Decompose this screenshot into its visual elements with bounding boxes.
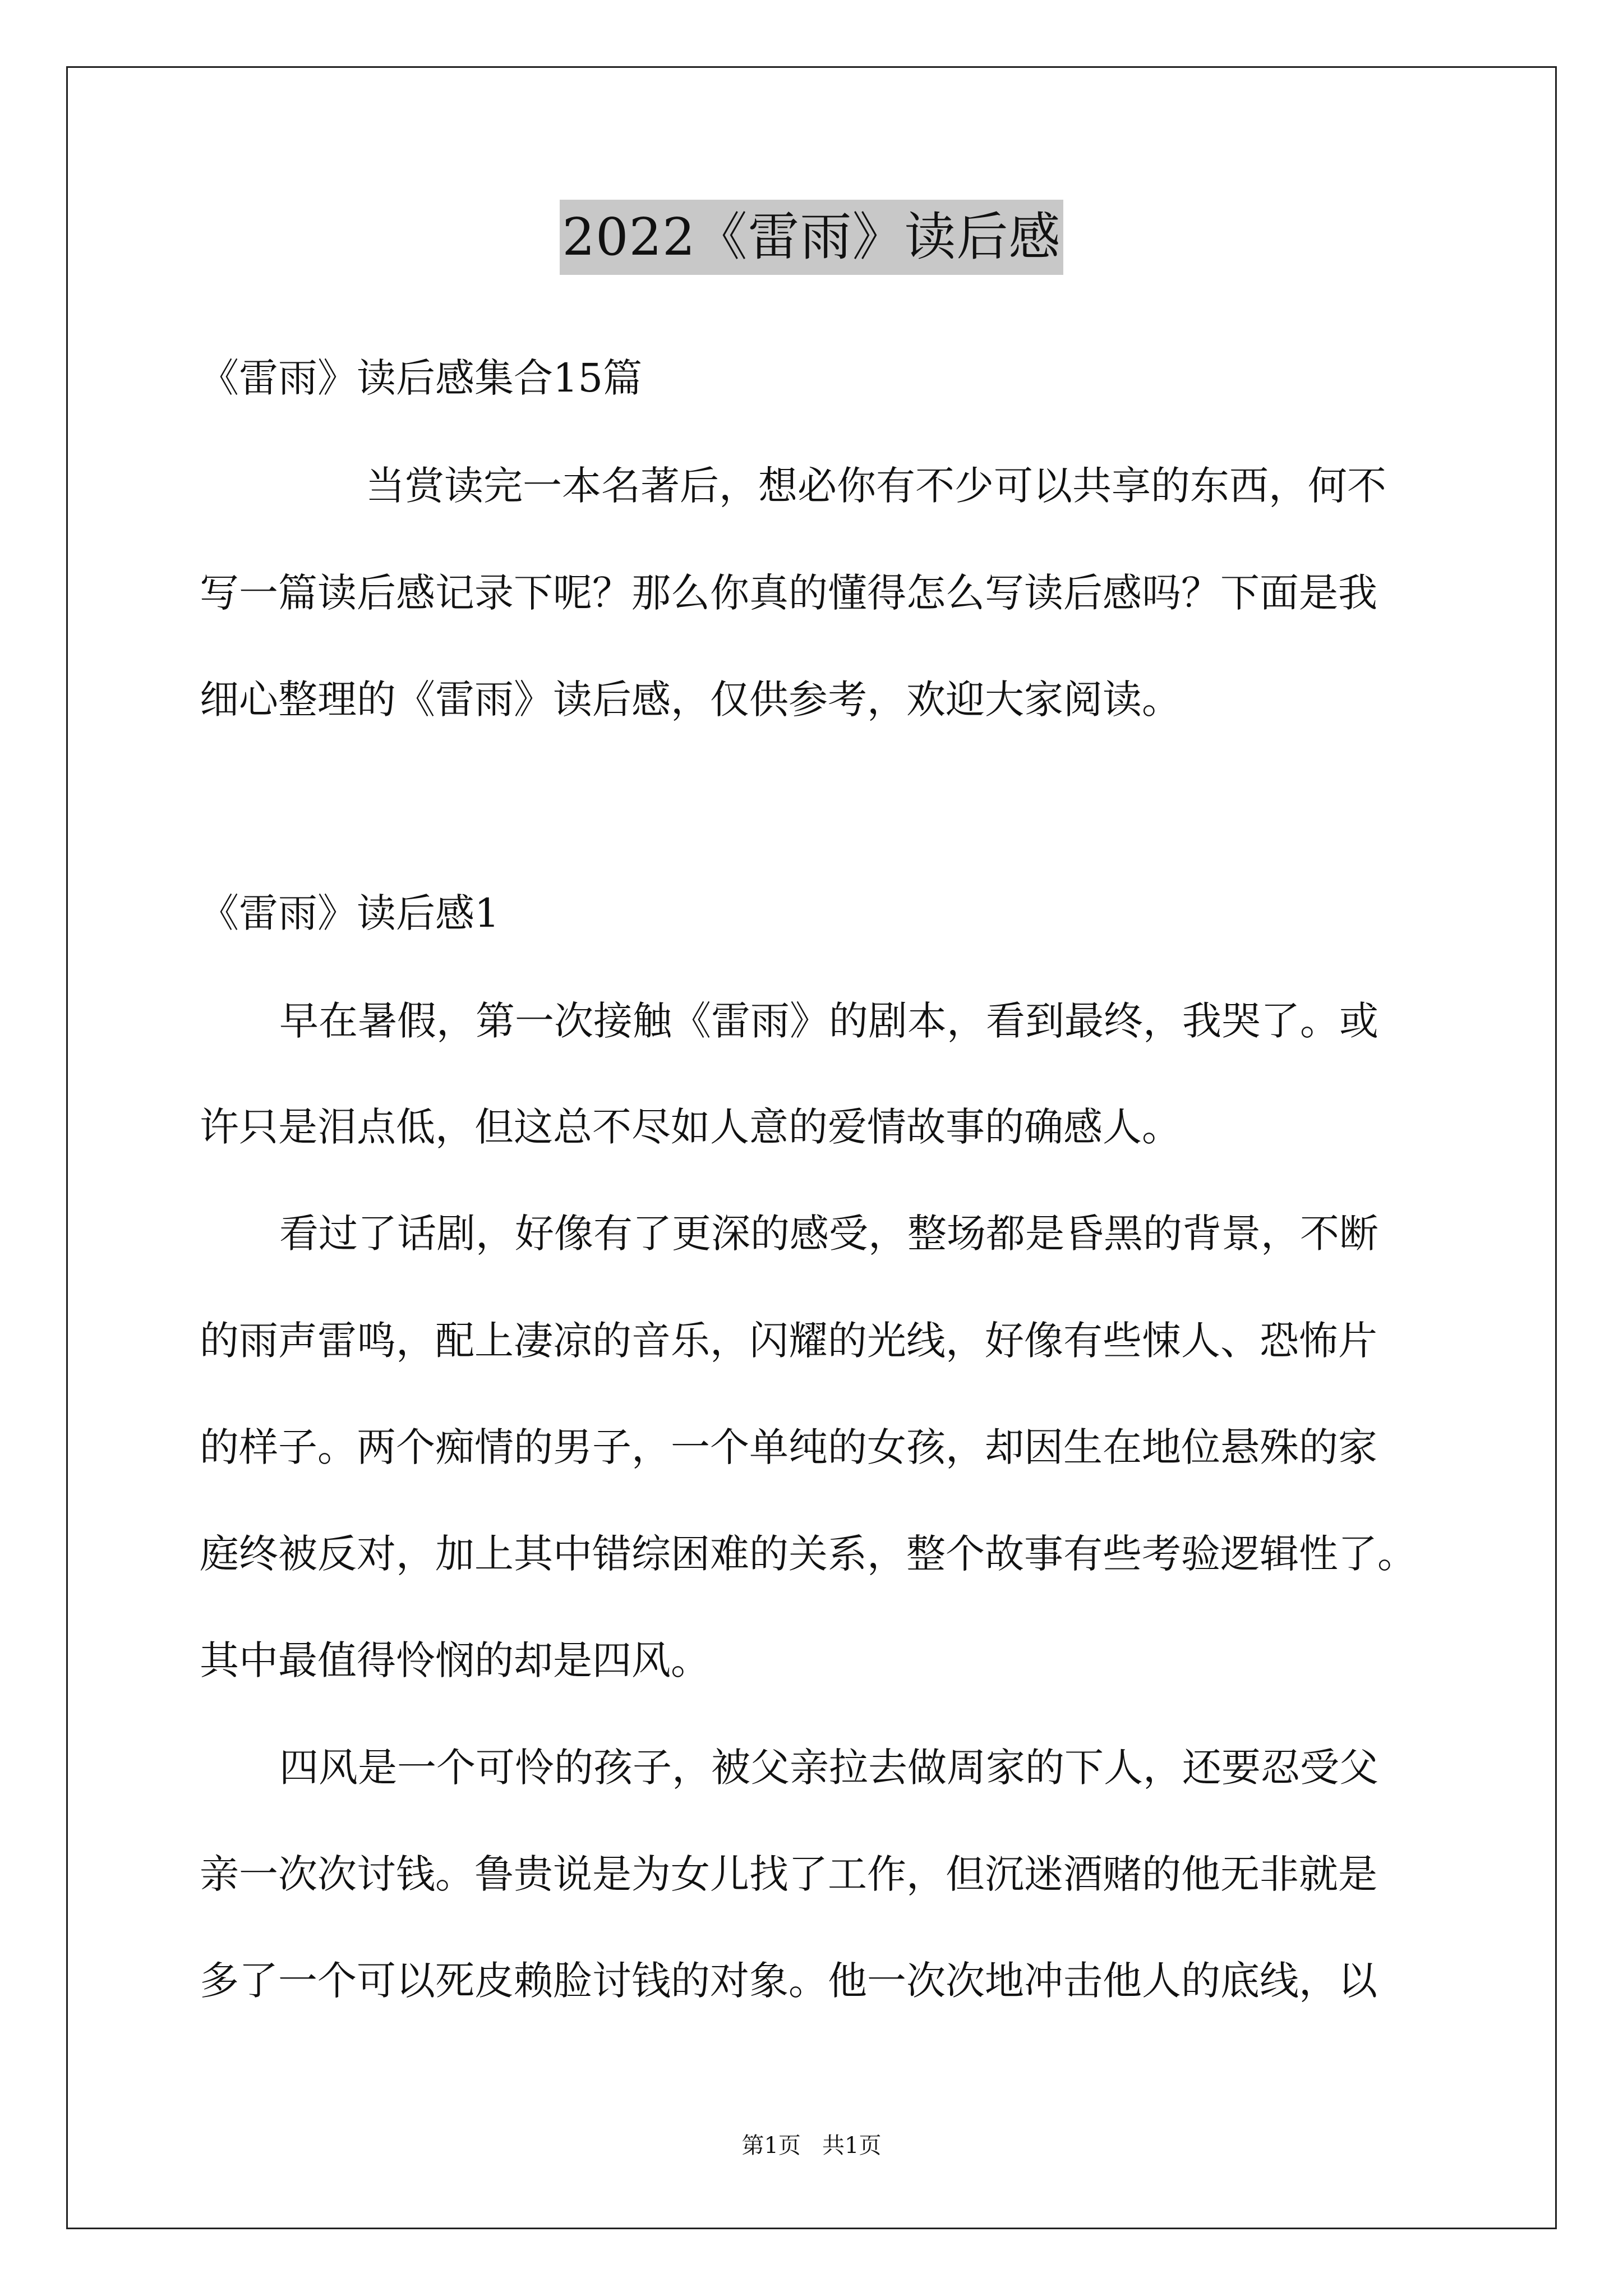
title-container — [0, 200, 1623, 275]
section-heading: 《雷雨》读后感1 — [200, 890, 500, 936]
paragraph3-line-3: 多了一个可以死皮赖脸讨钱的对象。他一次次地冲击他人的底线，以 — [200, 1958, 1377, 2004]
document-subtitle: 《雷雨》读后感集合15篇 — [200, 355, 643, 401]
paragraph3-line-2: 亲一次次讨钱。鲁贵说是为女儿找了工作，但沉迷酒赌的他无非就是 — [200, 1851, 1377, 1897]
intro-line-1: 当赏读完一本名著后，想必你有不少可以共享的东西，何不 — [366, 463, 1386, 509]
paragraph2-line-1: 看过了话剧，好像有了更深的感受，整场都是昏黑的背景，不断 — [279, 1211, 1378, 1257]
intro-line-2: 写一篇读后感记录下呢？那么你真的懂得怎么写读后感吗？下面是我 — [200, 570, 1377, 616]
page-number: 第1页 共1页 — [741, 2133, 882, 2159]
paragraph1-line-2: 许只是泪点低，但这总不尽如人意的爱情故事的确感人。 — [200, 1104, 1181, 1150]
paragraph2-line-3: 的样子。两个痴情的男子，一个单纯的女孩，却因生在地位悬殊的家 — [200, 1424, 1377, 1470]
paragraph2-line-2: 的雨声雷鸣，配上凄凉的音乐，闪耀的光线，好像有些悚人、恐怖片 — [200, 1318, 1377, 1364]
page-footer — [0, 2132, 1623, 2160]
paragraph3-line-1: 四风是一个可怜的孩子，被父亲拉去做周家的下人，还要忍受父 — [279, 1745, 1378, 1791]
intro-line-3: 细心整理的《雷雨》读后感，仅供参考，欢迎大家阅读。 — [200, 677, 1181, 723]
paragraph2-line-5: 其中最值得怜悯的却是四风。 — [200, 1637, 710, 1683]
document-title: 2022《雷雨》读后感 — [560, 200, 1063, 275]
paragraph1-line-1: 早在暑假，第一次接触《雷雨》的剧本，看到最终，我哭了。或 — [279, 998, 1378, 1044]
paragraph2-line-4: 庭终被反对，加上其中错综困难的关系，整个故事有些考验逻辑性了。 — [200, 1531, 1417, 1577]
